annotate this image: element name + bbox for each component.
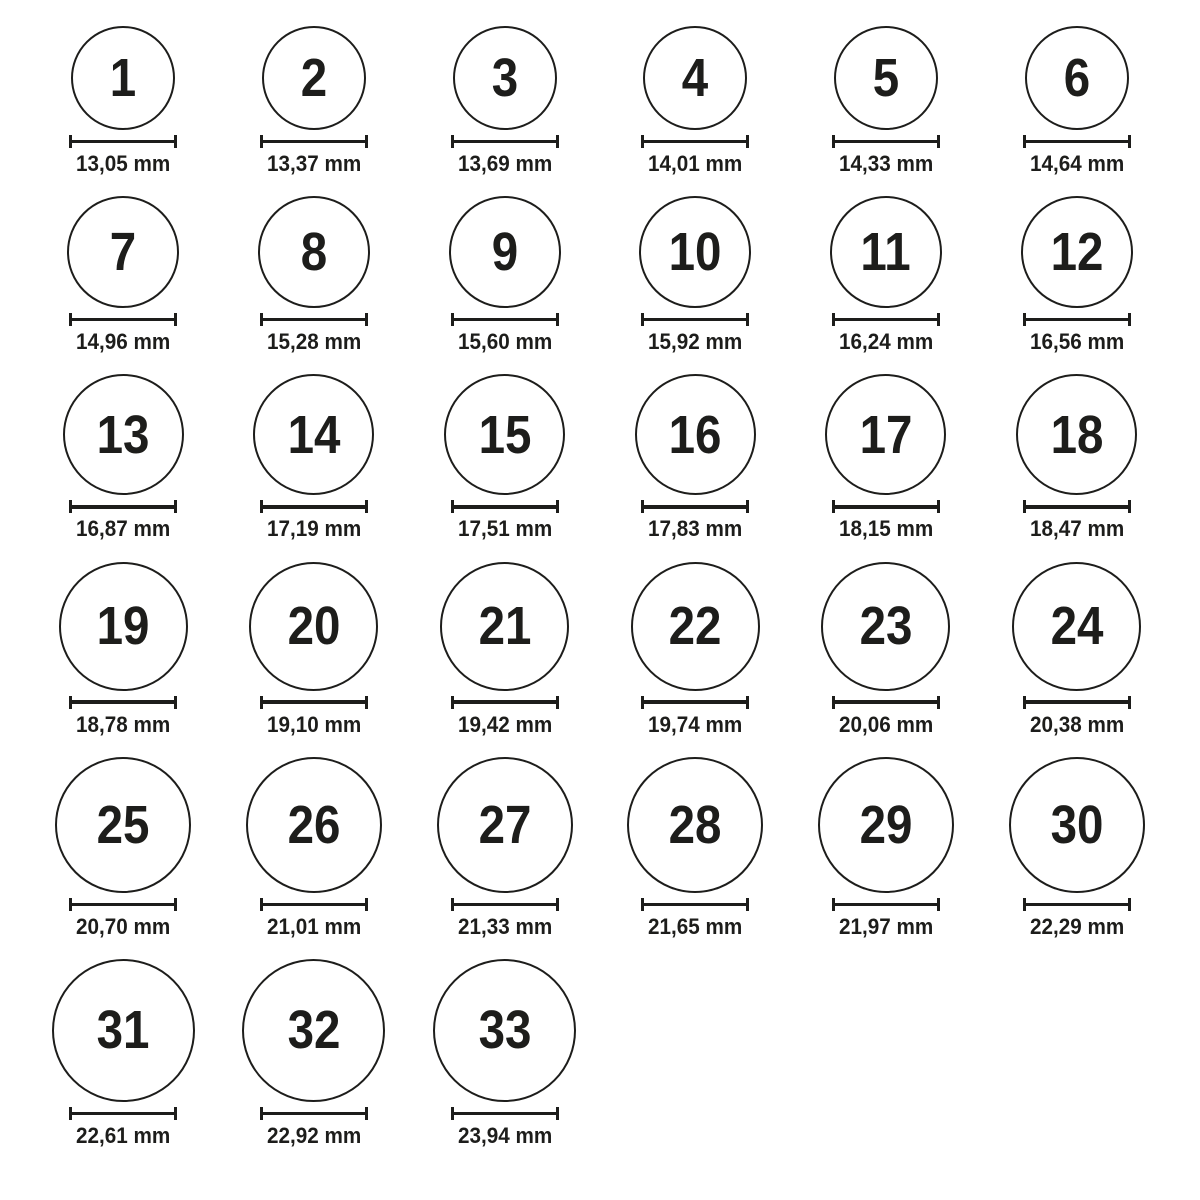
diameter-ruler: [1023, 898, 1131, 911]
diameter-ruler: [260, 135, 368, 148]
ring-size-cell: [639, 196, 751, 354]
ring-circle: [59, 562, 188, 691]
diameter-label: 21,33 mm: [457, 913, 552, 939]
ring-size-cell: [253, 374, 374, 541]
ring-size-cell: [59, 562, 188, 737]
ring-size-cell: [641, 26, 749, 176]
diameter-label: 15,60 mm: [457, 329, 552, 355]
diameter-ruler: [451, 135, 559, 148]
diameter-ruler: [260, 696, 368, 709]
ring-circle: [830, 196, 942, 308]
diameter-label: 19,74 mm: [648, 711, 743, 737]
diameter-label: 20,38 mm: [1029, 711, 1124, 737]
diameter-label: 17,83 mm: [648, 516, 743, 542]
diameter-label: 14,33 mm: [838, 151, 934, 176]
ring-circle: [71, 26, 175, 130]
ring-circle: [643, 26, 747, 130]
ring-number: 31: [96, 1000, 150, 1061]
diameter-ruler: [69, 696, 177, 709]
diameter-label: 22,61 mm: [76, 1122, 171, 1148]
diameter-label: 14,96 mm: [76, 329, 171, 355]
diameter-label: 19,10 mm: [266, 711, 362, 737]
ring-circle: [821, 562, 950, 691]
diameter-ruler: [451, 313, 559, 326]
ring-circle: [825, 374, 946, 495]
ring-number: 18: [1050, 404, 1104, 465]
ring-size-cell: [242, 959, 385, 1148]
diameter-ruler: [1023, 696, 1131, 709]
ring-size-cell: [1021, 196, 1133, 354]
ring-circle: [639, 196, 751, 308]
diameter-ruler: [451, 898, 559, 911]
ring-circle: [818, 757, 954, 893]
ring-number: 7: [110, 222, 137, 283]
ring-circle: [246, 757, 382, 893]
ring-circle: [1009, 757, 1145, 893]
ring-size-cell: [1023, 26, 1131, 176]
ring-number: 15: [478, 404, 532, 465]
diameter-label: 20,06 mm: [838, 711, 934, 737]
diameter-label: 18,15 mm: [838, 516, 934, 542]
ring-size-grid: [28, 26, 1172, 1148]
diameter-ruler: [451, 500, 559, 513]
diameter-ruler: [1023, 135, 1131, 148]
diameter-ruler: [69, 1107, 177, 1120]
diameter-ruler: [451, 1107, 559, 1120]
diameter-label: 13,69 mm: [457, 151, 552, 176]
diameter-label: 14,01 mm: [648, 151, 743, 176]
ring-circle: [242, 959, 385, 1102]
diameter-label: 18,78 mm: [76, 711, 171, 737]
ring-size-cell: [260, 26, 368, 176]
diameter-label: 22,92 mm: [266, 1122, 362, 1148]
ring-number: 4: [682, 48, 709, 108]
ring-circle: [1016, 374, 1137, 495]
ring-size-cell: [451, 26, 559, 176]
diameter-ruler: [832, 313, 940, 326]
ring-number: 5: [872, 48, 900, 108]
ring-number: 1: [110, 48, 137, 108]
diameter-label: 21,65 mm: [648, 913, 743, 939]
diameter-label: 21,97 mm: [838, 913, 934, 939]
ring-circle: [1012, 562, 1141, 691]
ring-size-cell: [52, 959, 195, 1148]
ring-number: 16: [668, 404, 722, 465]
diameter-ruler: [832, 898, 940, 911]
ring-circle: [453, 26, 557, 130]
ring-size-cell: [246, 757, 382, 939]
diameter-label: 15,92 mm: [648, 329, 743, 355]
ring-size-cell: [1012, 562, 1141, 737]
ring-circle: [63, 374, 184, 495]
diameter-ruler: [832, 696, 940, 709]
ring-number: 6: [1063, 48, 1090, 108]
ring-size-cell: [1009, 757, 1145, 939]
ring-number: 23: [859, 596, 913, 657]
ring-size-cell: [258, 196, 370, 354]
diameter-label: 23,94 mm: [457, 1122, 552, 1148]
ring-number: 12: [1050, 222, 1104, 283]
ring-number: 33: [478, 1000, 532, 1061]
ring-number: 30: [1050, 794, 1104, 855]
ring-circle: [262, 26, 366, 130]
ring-number: 3: [491, 48, 518, 108]
diameter-ruler: [641, 135, 749, 148]
ring-size-cell: [249, 562, 378, 737]
ring-circle: [440, 562, 569, 691]
diameter-label: 22,29 mm: [1029, 913, 1124, 939]
ring-size-cell: [1016, 374, 1137, 541]
diameter-ruler: [69, 898, 177, 911]
ring-circle: [67, 196, 179, 308]
diameter-ruler: [641, 898, 749, 911]
ring-circle: [834, 26, 938, 130]
diameter-label: 17,51 mm: [457, 516, 552, 542]
ring-circle: [249, 562, 378, 691]
ring-size-cell: [821, 562, 950, 737]
ring-number: 17: [859, 404, 913, 465]
ring-number: 2: [300, 48, 328, 108]
ring-circle: [627, 757, 763, 893]
diameter-label: 13,05 mm: [76, 151, 171, 176]
diameter-label: 16,24 mm: [838, 329, 934, 355]
diameter-ruler: [1023, 500, 1131, 513]
ring-circle: [52, 959, 195, 1102]
diameter-ruler: [451, 696, 559, 709]
ring-size-cell: [818, 757, 954, 939]
ring-size-cell: [69, 26, 177, 176]
ring-number: 24: [1050, 596, 1104, 657]
ring-circle: [444, 374, 565, 495]
ring-size-cell: [433, 959, 576, 1148]
ring-number: 19: [96, 596, 150, 657]
ring-number: 10: [668, 222, 722, 283]
ring-number: 22: [668, 596, 722, 657]
diameter-ruler: [1023, 313, 1131, 326]
ring-size-cell: [449, 196, 561, 354]
ring-number: 21: [478, 596, 532, 657]
diameter-ruler: [260, 898, 368, 911]
ring-circle: [55, 757, 191, 893]
ring-size-cell: [63, 374, 184, 541]
ring-number: 14: [287, 404, 341, 465]
ring-size-cell: [832, 26, 940, 176]
ring-number: 26: [287, 794, 341, 855]
diameter-label: 20,70 mm: [76, 913, 171, 939]
ring-circle: [258, 196, 370, 308]
ring-size-cell: [444, 374, 565, 541]
ring-size-cell: [825, 374, 946, 541]
diameter-ruler: [641, 696, 749, 709]
ring-number: 9: [491, 222, 518, 283]
ring-circle: [635, 374, 756, 495]
ring-number: 13: [96, 404, 150, 465]
ring-number: 29: [859, 794, 913, 855]
diameter-ruler: [260, 313, 368, 326]
ring-circle: [1021, 196, 1133, 308]
ring-number: 28: [668, 794, 722, 855]
diameter-label: 16,87 mm: [76, 516, 171, 542]
diameter-label: 14,64 mm: [1029, 151, 1124, 176]
ring-size-cell: [67, 196, 179, 354]
ring-circle: [433, 959, 576, 1102]
ring-number: 8: [300, 222, 328, 283]
ring-size-cell: [631, 562, 760, 737]
diameter-label: 18,47 mm: [1029, 516, 1124, 542]
diameter-label: 19,42 mm: [457, 711, 552, 737]
diameter-ruler: [260, 500, 368, 513]
ring-size-cell: [635, 374, 756, 541]
ring-size-cell: [437, 757, 573, 939]
diameter-label: 17,19 mm: [266, 516, 362, 542]
diameter-label: 21,01 mm: [266, 913, 362, 939]
diameter-ruler: [69, 500, 177, 513]
diameter-ruler: [641, 313, 749, 326]
diameter-label: 16,56 mm: [1029, 329, 1124, 355]
ring-size-cell: [830, 196, 942, 354]
ring-number: 25: [96, 794, 150, 855]
ring-circle: [449, 196, 561, 308]
ring-circle: [1025, 26, 1129, 130]
diameter-ruler: [260, 1107, 368, 1120]
diameter-ruler: [69, 135, 177, 148]
diameter-label: 15,28 mm: [266, 329, 362, 355]
diameter-ruler: [69, 313, 177, 326]
ring-number: 32: [287, 1000, 341, 1061]
ring-size-cell: [55, 757, 191, 939]
ring-number: 20: [287, 596, 341, 657]
ring-size-cell: [440, 562, 569, 737]
ring-size-cell: [627, 757, 763, 939]
ring-number: 11: [860, 222, 912, 283]
ring-circle: [437, 757, 573, 893]
diameter-ruler: [832, 135, 940, 148]
ring-circle: [631, 562, 760, 691]
diameter-label: 13,37 mm: [266, 151, 362, 176]
ring-number: 27: [478, 794, 532, 855]
diameter-ruler: [641, 500, 749, 513]
ring-circle: [253, 374, 374, 495]
diameter-ruler: [832, 500, 940, 513]
